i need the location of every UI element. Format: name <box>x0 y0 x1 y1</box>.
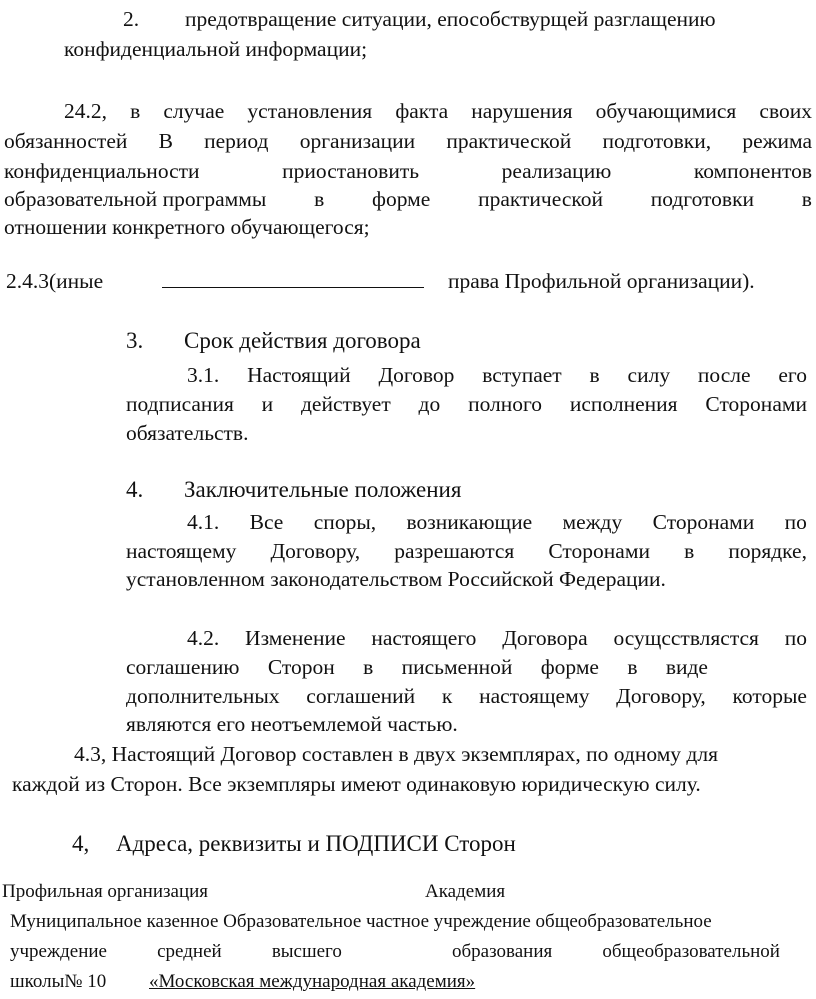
p242-line-1 <box>64 98 812 124</box>
word: Сторонами <box>548 539 650 563</box>
word: разрешаются <box>394 539 515 563</box>
word: письменной <box>401 655 513 679</box>
word: высшего <box>271 941 342 962</box>
word: обязанностей <box>4 129 128 153</box>
word: нарушения <box>471 99 573 123</box>
word: исполнения <box>569 392 678 416</box>
item-2-line-2: конфиденциальной информации; <box>64 37 368 61</box>
p42-line-3 <box>126 683 807 709</box>
word: действует <box>300 392 391 416</box>
word: в <box>627 655 638 679</box>
p42-line-2 <box>126 654 708 680</box>
word: после <box>697 363 751 387</box>
word: настоящего <box>371 626 477 650</box>
word: его <box>778 363 807 387</box>
word: 3.1. <box>187 363 220 387</box>
word: общеобразовательной <box>602 941 780 962</box>
section-5-heading: 4, Адреса, реквизиты и ПОДПИСИ Сторон <box>72 831 516 856</box>
p31-line-1 <box>187 362 807 388</box>
word: по <box>784 626 807 650</box>
word: приостановить <box>282 159 420 183</box>
word: которые <box>732 684 807 708</box>
word: форме <box>372 187 431 211</box>
word: практической <box>478 187 603 211</box>
item-2-text: предотвращение ситуации, епособствурщей разглащению <box>185 7 716 31</box>
word: в <box>314 187 325 211</box>
p42-line-1 <box>187 625 807 651</box>
word: практической <box>446 129 572 153</box>
section-3-title: Срок действия договора <box>184 328 421 353</box>
word: обучающимися <box>595 99 737 123</box>
word: средней <box>157 941 222 962</box>
word: образовательной программы <box>4 187 267 211</box>
word: споры, <box>313 510 377 534</box>
word: в <box>801 187 812 211</box>
word: 4.1. <box>187 510 220 534</box>
word: подписания <box>126 392 234 416</box>
word: случае <box>163 99 225 123</box>
signatures-row-2 <box>10 940 780 964</box>
word: полного <box>468 392 543 416</box>
word: учреждение <box>10 941 107 962</box>
word: 24.2, <box>64 99 107 123</box>
word: период <box>204 129 269 153</box>
word: в <box>589 363 600 387</box>
word: Договора <box>502 626 588 650</box>
section-4-title: Заключительные положения <box>184 477 462 502</box>
word: реализацию <box>501 159 612 183</box>
word: в <box>130 99 141 123</box>
word: осущсствлястся <box>613 626 759 650</box>
word: Сторон <box>267 655 335 679</box>
item-2-number: 2. <box>123 7 140 31</box>
word: факта <box>395 99 449 123</box>
word: Договору, <box>616 684 706 708</box>
word: компонентов <box>693 159 812 183</box>
word: к <box>441 684 453 708</box>
word: Все <box>249 510 284 534</box>
word: соглашений <box>306 684 416 708</box>
section-4-heading: 4. Заключительные положения <box>126 477 462 502</box>
word: подготовки <box>650 187 755 211</box>
word: организации <box>299 129 416 153</box>
word: Сторонами <box>705 392 807 416</box>
section-3-heading: 3. Срок действия договора <box>126 328 421 353</box>
signatures-row-1: Муниципальное казенное Образовательное частное учреждение общеобразовательное <box>10 911 712 932</box>
p242-line-4 <box>4 186 812 212</box>
word: в <box>684 539 695 563</box>
word: дополнительных <box>126 684 280 708</box>
word: соглашению <box>126 655 240 679</box>
word: и <box>261 392 274 416</box>
word: режима <box>742 129 812 153</box>
p42-line-4: являются его неотъемлемой частью. <box>126 712 458 736</box>
p243-end: права Профильной организации). <box>448 269 755 293</box>
p41-line-3: установленном законодательством Российской Федерации. <box>126 567 666 591</box>
p43-line-2: каждой из Сторон. Все экземпляры имеют одинаковую юридическую силу. <box>12 772 701 796</box>
signatures-row-3-right: «Московская международная академия» <box>149 971 476 992</box>
word: настоящему <box>479 684 590 708</box>
p43-line-1: 4.3, Настоящий Договор составлен в двух экземплярах, по одному для <box>74 742 718 766</box>
word: 4.2. <box>187 626 220 650</box>
word: Договор <box>378 363 455 387</box>
word: вступает <box>482 363 562 387</box>
word: виде <box>665 655 708 679</box>
p41-line-2 <box>126 538 807 564</box>
word: между <box>562 510 623 534</box>
word: конфиденциальности <box>4 159 200 183</box>
signatures-row-3-left: школы№ 10 <box>10 971 107 992</box>
word: до <box>418 392 441 416</box>
word: подготовки, <box>602 129 712 153</box>
section-5-title: Адреса, реквизиты и ПОДПИСИ Сторон <box>116 831 516 856</box>
word: В <box>158 129 173 153</box>
p31-line-3: обязательств. <box>126 421 249 445</box>
word: своих <box>759 99 812 123</box>
word: возникающие <box>406 510 533 534</box>
word: порядке, <box>728 539 807 563</box>
p31-line-2 <box>126 391 807 417</box>
party-left-label: Профильная организация <box>2 881 209 902</box>
item-2-line-1 <box>123 6 716 32</box>
p243-start: 2.4.3(иные <box>6 269 104 293</box>
word: Сторонами <box>652 510 755 534</box>
p242-line-2 <box>4 128 812 154</box>
word: настоящему <box>126 539 237 563</box>
word: установления <box>247 99 373 123</box>
word: образования <box>452 941 553 962</box>
word: Договору, <box>270 539 361 563</box>
word: Настоящий <box>247 363 351 387</box>
p242-line-5: отношении конкретного обучающегося; <box>4 215 370 239</box>
p41-line-1 <box>187 509 807 535</box>
word: по <box>784 510 807 534</box>
word: силу <box>627 363 671 387</box>
word: Изменение <box>245 626 346 650</box>
p242-line-3 <box>4 158 812 184</box>
party-right-label: Академия <box>425 881 506 902</box>
blank-fill-line <box>162 287 424 288</box>
word: форме <box>540 655 599 679</box>
word: в <box>363 655 374 679</box>
